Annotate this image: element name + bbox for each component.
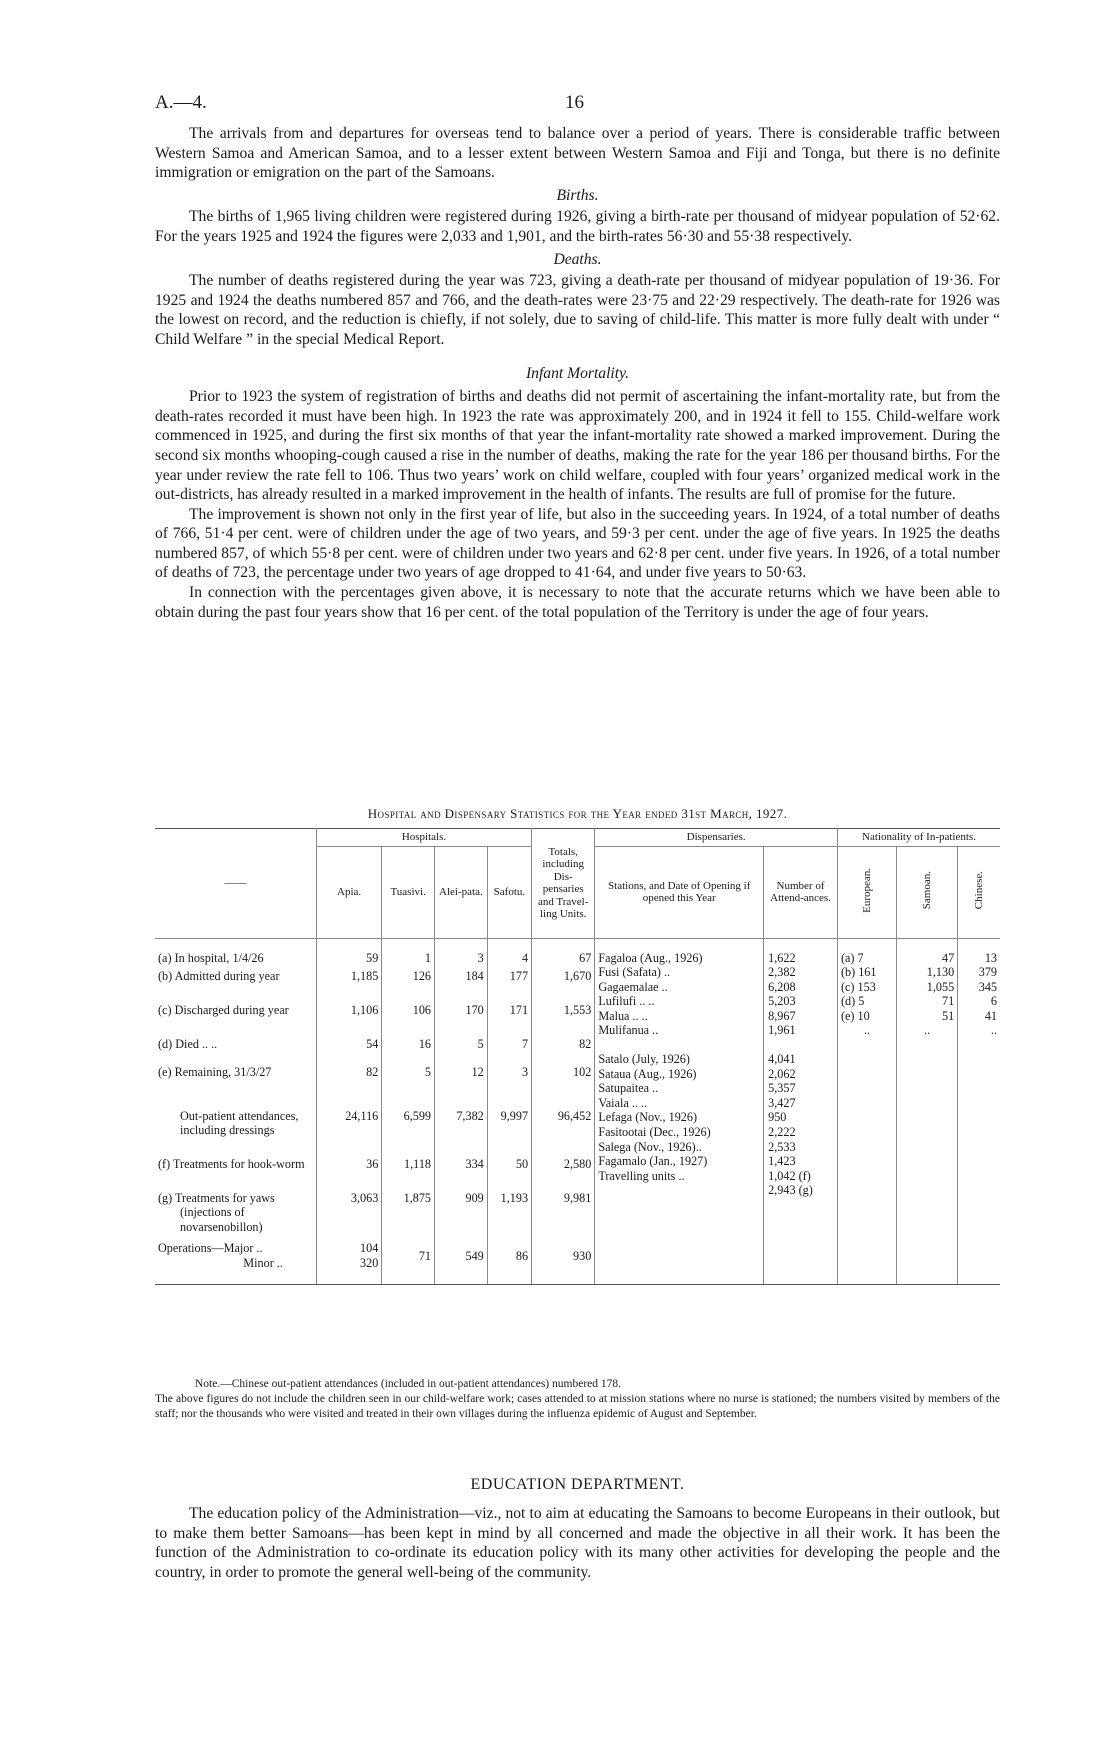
cell-aleipata: 334: [465, 1156, 484, 1171]
cell-aleipata: 5: [477, 1036, 484, 1051]
nationality-chinese: 345: [978, 979, 997, 994]
page-header: [155, 92, 959, 118]
table-title: Hospital and Dispensary Statistics for the Year ended 31st March, 1927.: [367, 806, 788, 821]
header-dispensaries: Dispensaries.: [595, 829, 838, 847]
dispensary-name: Malua .. ..: [598, 1008, 648, 1023]
dispensary-name: Gagaemalae ..: [598, 979, 668, 994]
dispensary-name: Travelling units ..: [598, 1168, 685, 1183]
table-note: [155, 1377, 1000, 1422]
cell-total: 102: [573, 1064, 592, 1079]
dispensary-name: Fagaloa (Aug., 1926): [598, 950, 703, 965]
dispensary-name: Mulifanua ..: [598, 1023, 659, 1038]
header-samoan: [897, 846, 958, 938]
dispensary-attendance: 2,062: [768, 1066, 796, 1081]
nationality-samoan: 1,130: [926, 965, 955, 980]
row-label: (e) Remaining, 31/3/27: [158, 1064, 272, 1079]
cell-aleipata: 3: [477, 950, 484, 965]
nationality-european: ..: [863, 1023, 871, 1038]
cell-apia: 3,063: [350, 1190, 379, 1205]
cell-safotu: 4: [521, 950, 529, 965]
dispensary-name: Sataua (Aug., 1926): [598, 1066, 697, 1081]
education-section: [155, 1504, 1000, 1582]
cell-apia: 82: [366, 1064, 379, 1079]
cell-tuasivi: 5: [424, 1064, 432, 1079]
body-text-upper: [155, 124, 1000, 622]
cell-tuasivi: 106: [412, 1002, 432, 1017]
header-safotu: Safotu.: [487, 846, 531, 938]
dispensary-attendance: 950: [768, 1110, 787, 1125]
dispensary-name: Satupaitea ..: [598, 1081, 659, 1096]
dispensary-attendance: 2,222: [768, 1125, 796, 1140]
dispensary-attendance: 2,382: [768, 965, 796, 980]
nationality-european: (c) 153: [840, 979, 876, 994]
cell-total: 1,553: [563, 1002, 592, 1017]
header-samoan-text: Samoan.: [920, 871, 933, 910]
nationality-chinese: 41: [984, 1008, 997, 1023]
dispensary-attendance: 2,943 (g): [768, 1183, 813, 1198]
column-european: [837, 938, 896, 1284]
header-dash: ——: [155, 829, 316, 939]
row-label: (a) In hospital, 1/4/26: [158, 950, 264, 965]
column-apia: [316, 938, 381, 1284]
cell-tuasivi: 1,875: [403, 1190, 432, 1205]
nationality-chinese: 6: [990, 994, 997, 1009]
cell-aleipata-operations: 549: [465, 1248, 484, 1263]
header-nationality: Nationality of In-patients.: [837, 829, 1000, 847]
cell-total: 1,670: [563, 968, 592, 983]
cell-tuasivi: 1,118: [404, 1156, 432, 1171]
intro-paragraph: The arrivals from and departures for overseas tend to balance over a period of years. There is considerable traffic between Western Samoa and American Samoa, and to a lesser extent between Western Samoa and Fiji and Tonga, but there is no definite immigration or emigration on the part of the Samoans.: [155, 125, 1000, 182]
cell-aleipata: 909: [465, 1190, 484, 1205]
cell-tuasivi-operations: 71: [418, 1248, 432, 1263]
cell-safotu: 3: [521, 1064, 529, 1079]
row-label: (g) Treatments for yaws (injections of novarsenobillon): [158, 1190, 275, 1234]
row-label: Out-patient attendances, including dressings: [180, 1108, 299, 1138]
dispensary-attendance: 3,427: [768, 1095, 796, 1110]
education-heading: EDUCATION DEPARTMENT.: [470, 1476, 685, 1493]
header-apia: Apia.: [316, 846, 381, 938]
cell-total: 2,580: [563, 1156, 592, 1171]
infant-mortality-paragraph-3: In connection with the percentages given above, it is necessary to note that the accurate returns which we have been able to obtain during the past four years show that 16 per cent. of the total population of the Territory is under the age of four years.: [155, 584, 1000, 621]
deaths-paragraph: The number of deaths registered during the year was 723, giving a death-rate per thousand of midyear population of 19·36. For 1925 and 1924 the deaths numbered 857 and 766, and the death-rates were 23·75 and 22·29 respectively. The death-rate for 1926 was the lowest on record, and the reduction is chiefly, if not solely, due to saving of child-life. This matter is more fully dealt with under “ Child Welfare ” in the special Medical Report.: [155, 272, 1000, 348]
column-stations: [595, 938, 764, 1284]
dispensary-attendance: 1,622: [768, 950, 796, 965]
cell-aleipata: 12: [471, 1064, 484, 1079]
header-attendances: Number of Attend-ances.: [764, 846, 838, 938]
header-european-text: European.: [860, 867, 873, 913]
column-chinese: [958, 938, 1000, 1284]
column-aleipata: [435, 938, 488, 1284]
dispensary-attendance: 1,423: [768, 1154, 796, 1169]
cell-aleipata: 184: [465, 968, 484, 983]
cell-aleipata: 170: [465, 1002, 484, 1017]
column-totals: [532, 938, 595, 1284]
nationality-european: (d) 5: [840, 994, 865, 1009]
cell-apia: 1,185: [350, 968, 379, 983]
dispensary-name: Fagamalo (Jan., 1927): [598, 1154, 708, 1169]
header-european: [837, 846, 896, 938]
dispensary-name: Salega (Nov., 1926)..: [598, 1139, 702, 1154]
document-reference: A.—4.: [155, 92, 207, 113]
row-label: (d) Died .. ..: [158, 1036, 218, 1051]
nationality-samoan: 47: [942, 950, 955, 965]
cell-tuasivi: 6,599: [403, 1108, 432, 1123]
cell-apia: 36: [366, 1156, 379, 1171]
dispensary-name: Vaiala .. ..: [598, 1095, 648, 1110]
infant-mortality-paragraph-1: Prior to 1923 the system of registration of births and deaths did not permit of ascertaining the infant-mortality rate, but from the death-rates recorded it must have been high. In 1923 the rate was approximately 200, and in 1924 it fell to 155. Child-welfare work commenced in 1925, and during the first six months of that year the infant-mortality rate showed a marked improvement. During the second six months whooping-cough caused a rise in the number of deaths, making the rate for the year 186 per thousand births. For the year under review the rate fell to 106. Thus two years’ work on child welfare, coupled with four years’ organized medical work in the out-districts, has already resulted in a marked improvement in the health of infants. The results are full of promise for the future.: [155, 388, 1000, 504]
nationality-chinese: ..: [990, 1023, 997, 1038]
operations-minor-label: Minor ..: [243, 1255, 283, 1270]
deaths-heading: Deaths.: [553, 250, 602, 268]
cell-total: 9,981: [563, 1190, 592, 1205]
cell-apia-major: 104: [360, 1240, 379, 1255]
operations-major-label: Operations—Major ..: [158, 1240, 263, 1255]
dispensary-name: Fusi (Safata) ..: [598, 965, 671, 980]
dispensary-name: Lufilufi .. ..: [598, 994, 655, 1009]
births-paragraph: The births of 1,965 living children were registered during 1926, giving a birth-rate per thousand of midyear population of 52·62. For the years 1925 and 1924 the figures were 2,033 and 1,901, and the birth-rates 56·30 and 55·38 respectively.: [155, 208, 1000, 245]
cell-total: 82: [579, 1036, 592, 1051]
column-samoan: [897, 938, 958, 1284]
dispensary-name: Satalo (July, 1926): [598, 1052, 690, 1067]
column-safotu: [487, 938, 531, 1284]
note-paragraph-1: Note.—Chinese out-patient attendances (included in out-patient attendances) numbered 178.: [195, 1378, 621, 1390]
cell-safotu: 50: [515, 1156, 529, 1171]
education-paragraph: The education policy of the Administration—viz., not to aim at educating the Samoans to become Europeans in their outlook, but to make them better Samoans—has been kept in mind by all concerned and made the objective in all their work. It has been the function of the Administration to co-ordinate its education policy with its many other activities for developing the people and the country, in order to promote the general well-being of the community.: [155, 1505, 1000, 1581]
row-label: (f) Treatments for hook-worm: [158, 1156, 305, 1171]
column-tuasivi: [382, 938, 435, 1284]
dispensary-attendance: 1,042 (f): [768, 1168, 811, 1183]
header-hospitals: Hospitals.: [316, 829, 531, 847]
row-label: (b) Admitted during year: [158, 968, 280, 983]
nationality-european: (b) 161: [840, 965, 877, 980]
cell-apia: 24,116: [345, 1108, 379, 1123]
statistics-table: [155, 828, 1000, 1285]
header-aleipata: Alei-pata.: [435, 846, 488, 938]
cell-safotu: 9,997: [500, 1108, 529, 1123]
dispensary-attendance: 4,041: [768, 1052, 796, 1067]
header-chinese-text: Chinese.: [972, 871, 985, 910]
page-number: 16: [565, 92, 584, 113]
nationality-chinese: 13: [984, 950, 997, 965]
dispensary-attendance: 1,961: [768, 1023, 796, 1038]
dispensary-attendance: 6,208: [768, 979, 796, 994]
cell-safotu: 177: [509, 968, 529, 983]
infant-mortality-paragraph-2: The improvement is shown not only in the first year of life, but also in the succeeding years. In 1924, of a total number of deaths of 766, 51·4 per cent. were of children under the age of two years, and 59·3 per cent. under the age of five years. In 1925 the deaths numbered 857, of which 55·8 per cent. were of children under two years and 62·8 per cent. under five years. In 1926, of a total number of deaths of 723, the percentage under two years of age dropped to 41·64, and under five years to 50·63.: [155, 505, 1000, 582]
dispensary-attendance: 5,357: [768, 1081, 796, 1096]
header-totals: Totals, including Dis-pensaries and Travel-ling Units.: [532, 829, 595, 939]
cell-total: 67: [579, 950, 592, 965]
nationality-samoan: 51: [942, 1008, 955, 1023]
cell-safotu-operations: 86: [515, 1248, 529, 1263]
cell-tuasivi: 16: [418, 1036, 432, 1051]
header-tuasivi: Tuasivi.: [382, 846, 435, 938]
nationality-chinese: 379: [978, 965, 997, 980]
nationality-samoan: 71: [942, 994, 955, 1009]
cell-apia-minor: 320: [360, 1255, 379, 1270]
dispensary-attendance: 8,967: [768, 1008, 796, 1023]
header-chinese: [958, 846, 1000, 938]
cell-tuasivi: 1: [424, 950, 432, 965]
dispensary-attendance: 2,533: [768, 1139, 796, 1154]
note-paragraph-2: The above figures do not include the children seen in our child-welfare work; cases attended to at mission stations where no nurse is stationed; the numbers visited by members of the staff; nor the thousands who were visited and treated in their own villages during the influenza epidemic of August and September.: [155, 1393, 1000, 1420]
dispensary-name: Lefaga (Nov., 1926): [598, 1110, 698, 1125]
cell-safotu: 171: [509, 1002, 529, 1017]
dispensary-spacer: [768, 1038, 834, 1052]
births-heading: Births.: [556, 186, 599, 204]
nationality-samoan: ..: [924, 1023, 931, 1038]
cell-apia: 1,106: [350, 1002, 379, 1017]
cell-aleipata: 7,382: [456, 1108, 484, 1123]
infant-mortality-heading: Infant Mortality.: [525, 364, 630, 382]
nationality-european: (a) 7: [840, 950, 864, 965]
column-attendances: [764, 938, 838, 1284]
row-labels: [155, 938, 316, 1284]
cell-safotu: 7: [521, 1036, 529, 1051]
cell-total: 96,452: [557, 1108, 592, 1123]
dispensary-attendance: 5,203: [768, 994, 796, 1009]
cell-tuasivi: 126: [412, 968, 432, 983]
cell-total-operations: 930: [573, 1248, 592, 1263]
cell-apia: 59: [366, 950, 379, 965]
row-label: (c) Discharged during year: [158, 1002, 289, 1017]
header-stations: Stations, and Date of Opening if opened this Year: [595, 846, 764, 938]
cell-apia: 54: [366, 1036, 379, 1051]
dispensary-spacer: [598, 1038, 760, 1052]
dispensary-name: Fasitootai (Dec., 1926): [598, 1125, 711, 1140]
nationality-samoan: 1,055: [926, 979, 955, 994]
nationality-european: (e) 10: [840, 1008, 870, 1023]
cell-safotu: 1,193: [500, 1190, 529, 1205]
